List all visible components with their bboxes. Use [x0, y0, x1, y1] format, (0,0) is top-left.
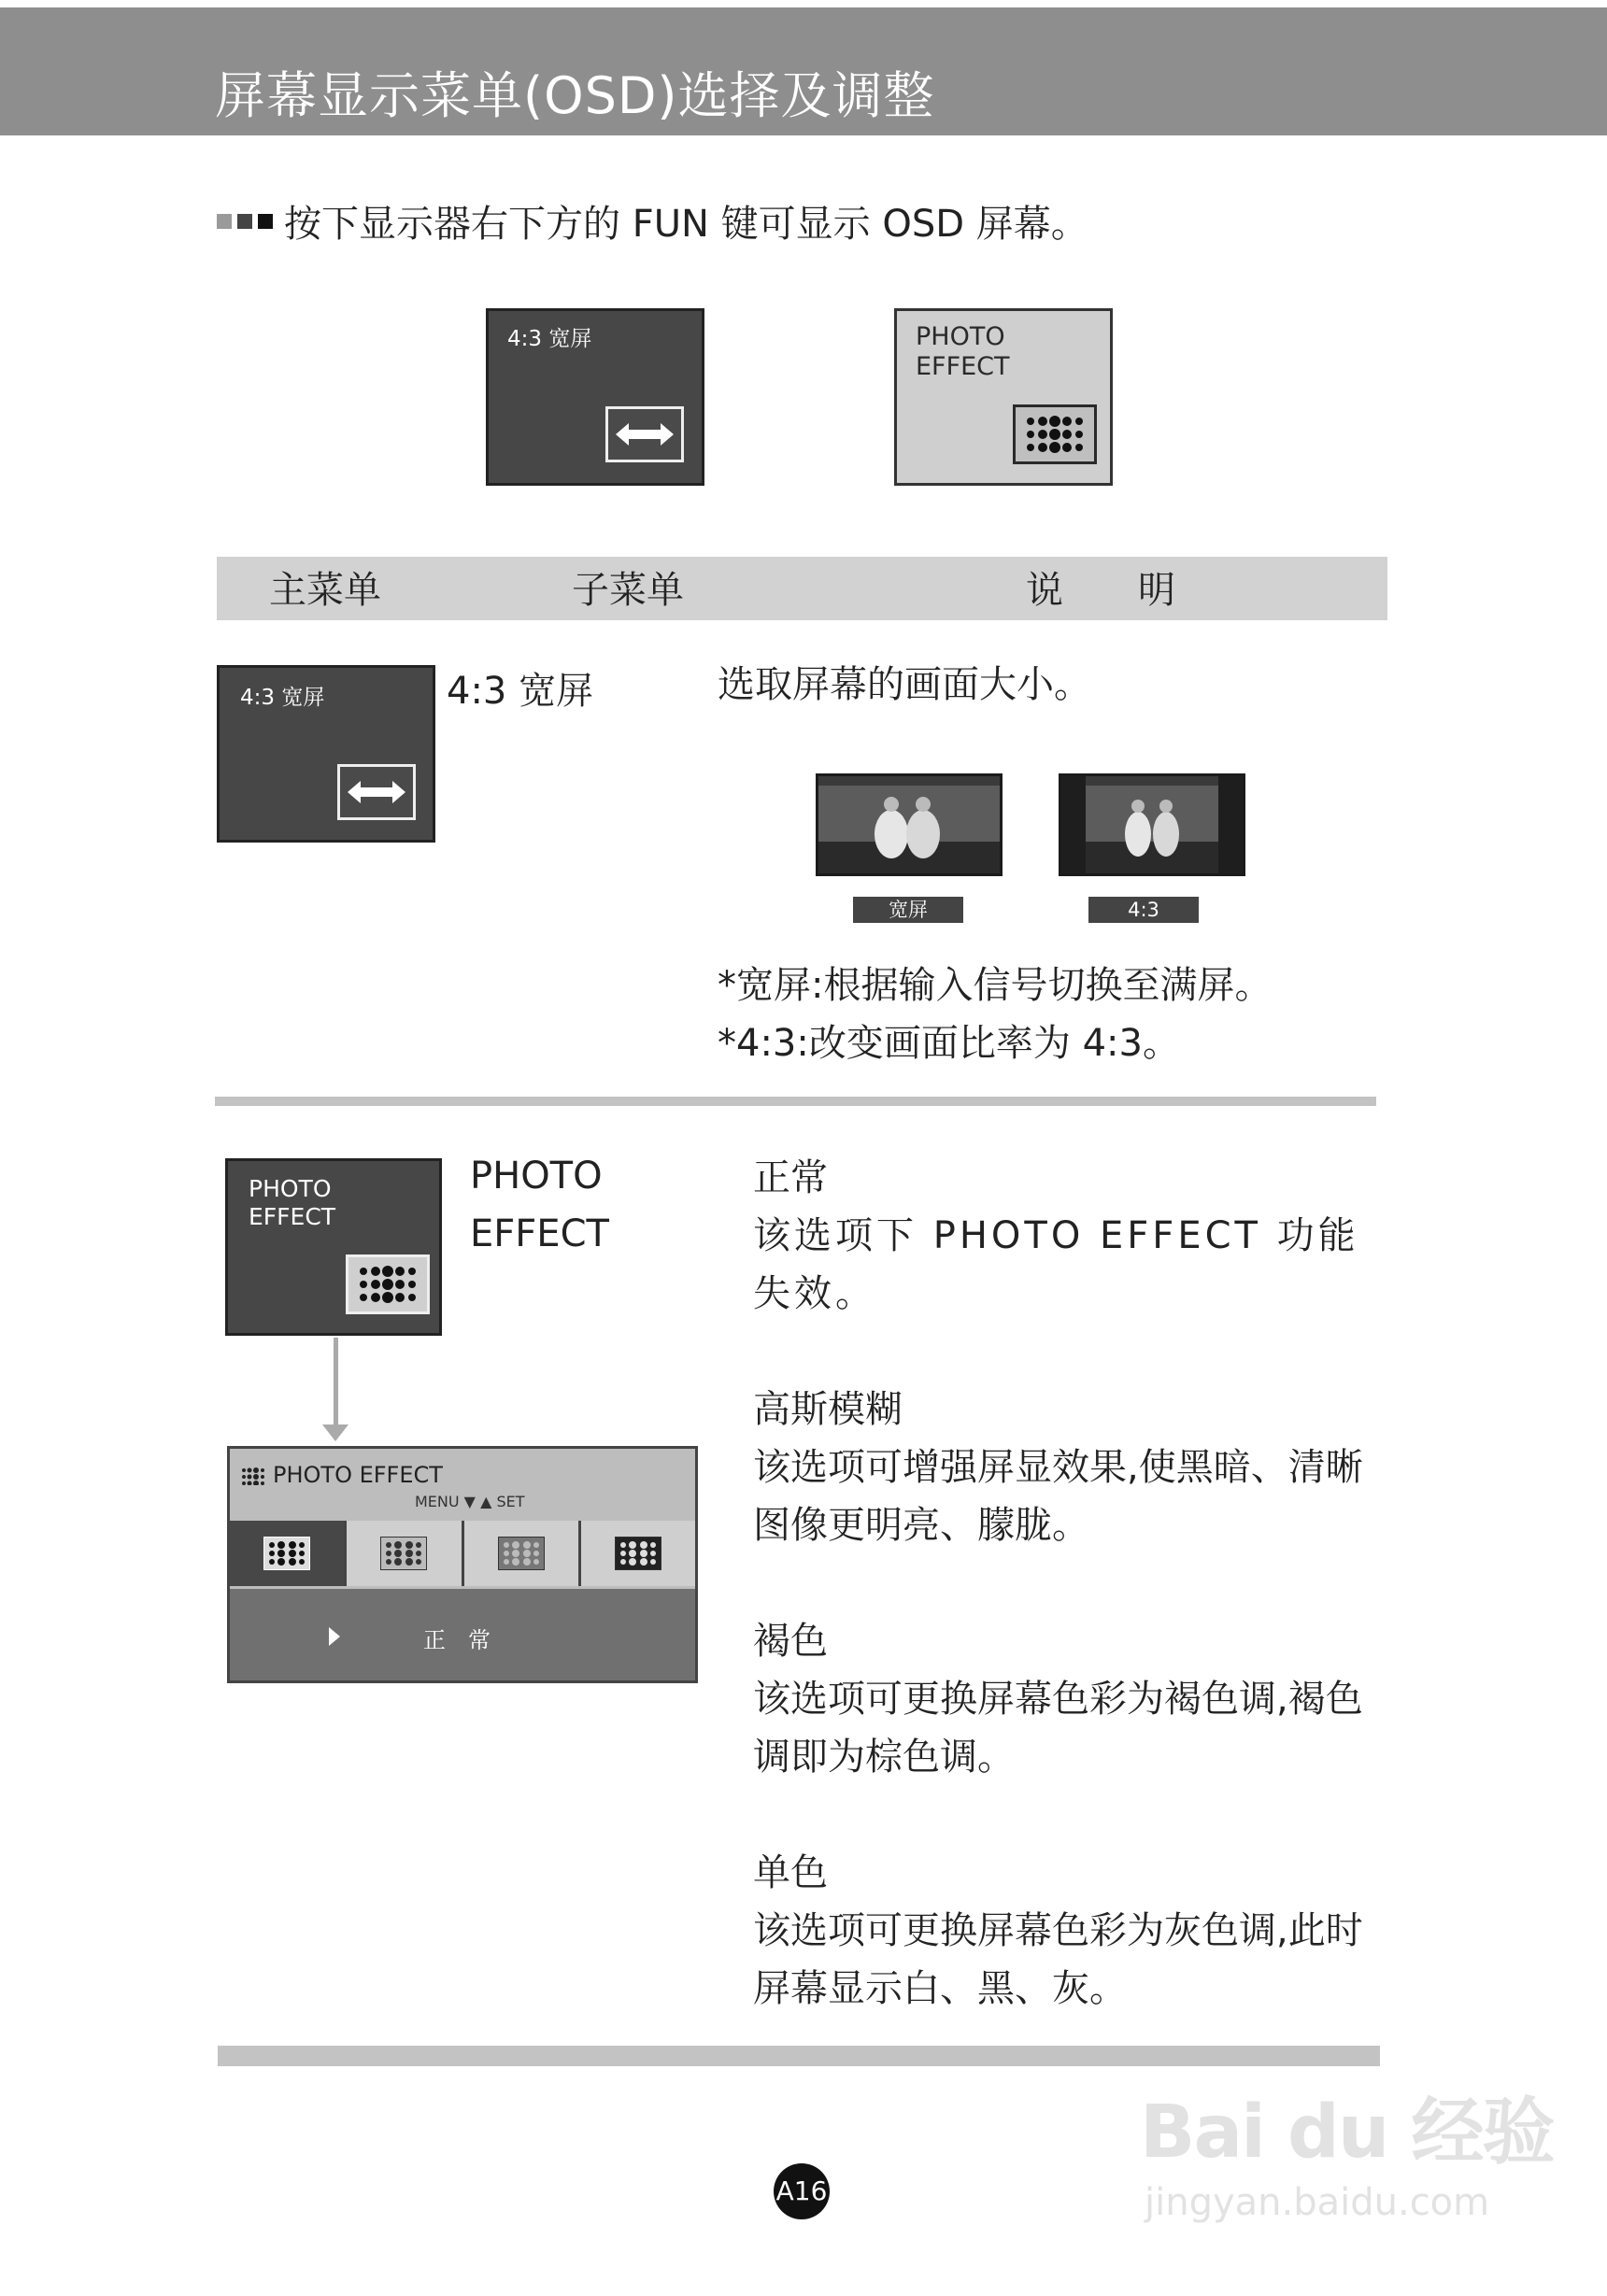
section-normal-title: 正常 — [753, 1156, 828, 1199]
section-divider — [215, 1097, 1376, 1106]
section-mono-title: 单色 — [753, 1851, 828, 1894]
intro-text: 按下显示器右下方的 FUN 键可显示 OSD 屏幕。 — [284, 203, 1088, 246]
watermark-url: jingyan.baidu.com — [1145, 2181, 1490, 2224]
effect-sepia-tile[interactable] — [462, 1521, 578, 1586]
col-submenu: 子菜单 — [572, 569, 684, 612]
row2-submenu-2: EFFECT — [470, 1212, 609, 1255]
osd-wide-button[interactable] — [486, 308, 704, 486]
osd-photo-label-2: EFFECT — [916, 352, 1010, 381]
section-sepia-text: 该选项可更换屏幕色彩为褐色调,褐色调即为棕色调。 — [753, 1678, 1363, 1779]
thumb-43-label: 4:3 — [1088, 897, 1199, 923]
page-number: A16 — [774, 2163, 830, 2219]
bullet-square — [237, 214, 252, 229]
dots-grid-icon — [1013, 404, 1097, 464]
row2-osd-icon — [225, 1158, 442, 1336]
row2-osd-label-2: EFFECT — [249, 1203, 336, 1230]
bullet-square — [258, 214, 273, 229]
osd-photo-label-1: PHOTO — [916, 322, 1005, 351]
bottom-divider — [218, 2046, 1380, 2066]
osd-photo-effect-button[interactable] — [894, 308, 1113, 486]
panel-title: PHOTO EFFECT — [273, 1462, 443, 1488]
effect-gaussian-tile[interactable] — [344, 1521, 461, 1586]
panel-keys: MENU ▼ ▲ SET — [415, 1493, 525, 1510]
section-sepia-title: 褐色 — [753, 1620, 828, 1663]
section-normal-text: 该选项下 PHOTO EFFECT 功能失效。 — [753, 1214, 1359, 1315]
thumb-wide-label: 宽屏 — [853, 897, 963, 923]
osd-wide-label: 4:3 宽屏 — [507, 327, 592, 351]
row1-note-1: *宽屏:根据输入信号切换至满屏。 — [718, 964, 1273, 1007]
page-title: 屏幕显示菜单(OSD)选择及调整 — [215, 66, 935, 125]
section-gaussian-text: 该选项可增强屏显效果,使黑暗、清晰图像更明亮、朦胧。 — [753, 1446, 1363, 1547]
panel-selected-value: 正 常 — [423, 1627, 491, 1653]
section-mono-text: 该选项可更换屏幕色彩为灰色调,此时屏幕显示白、黑、灰。 — [753, 1909, 1363, 2010]
dots-grid-icon — [346, 1254, 430, 1314]
intro-line — [217, 194, 1088, 248]
row1-submenu: 4:3 宽屏 — [447, 670, 594, 713]
row2-submenu-1: PHOTO — [470, 1155, 603, 1198]
double-arrow-icon — [605, 406, 684, 462]
effect-tiles — [230, 1521, 695, 1586]
row1-desc: 选取屏幕的画面大小。 — [718, 663, 1091, 706]
play-arrow-icon — [329, 1627, 340, 1646]
thumb-43-image — [1059, 773, 1245, 876]
row1-osd-label: 4:3 宽屏 — [240, 686, 325, 710]
dots-grid-icon — [241, 1467, 265, 1485]
watermark-logo: Bai du 经验 — [1140, 2090, 1554, 2175]
col-description: 说 明 — [1026, 569, 1175, 612]
section-gaussian-title: 高斯模糊 — [753, 1388, 903, 1431]
connector-line — [334, 1338, 338, 1429]
table-header — [217, 557, 1387, 620]
thumb-wide-image — [816, 773, 1003, 876]
col-main-menu: 主菜单 — [269, 569, 381, 612]
double-arrow-icon — [337, 764, 416, 820]
effect-normal-tile[interactable] — [230, 1521, 344, 1586]
bullet-square — [217, 214, 232, 229]
effect-descriptions — [753, 1149, 1388, 2018]
row1-note-2: *4:3:改变画面比率为 4:3。 — [718, 1022, 1180, 1065]
down-arrow-icon — [322, 1424, 348, 1441]
row2-osd-label-1: PHOTO — [249, 1175, 332, 1202]
row1-osd-icon — [217, 665, 435, 843]
effect-mono-tile[interactable] — [578, 1521, 695, 1586]
